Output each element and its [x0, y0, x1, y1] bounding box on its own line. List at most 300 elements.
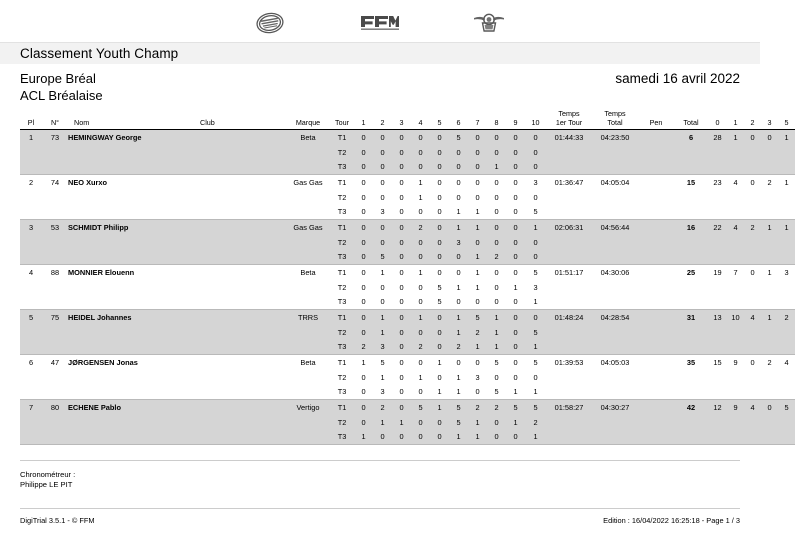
cell-place	[20, 430, 42, 445]
cell-club	[200, 400, 286, 415]
table-row	[20, 340, 795, 355]
cell-section-5-score: 0	[430, 250, 449, 265]
table-row	[20, 160, 795, 175]
cell-section-2-score: 0	[373, 160, 392, 175]
cell-section-8-score: 0	[487, 235, 506, 250]
col-header-number: N°	[42, 110, 68, 130]
cell-club	[200, 415, 286, 430]
cell-tally-3: 1	[761, 220, 778, 235]
cell-section-7-score: 0	[468, 160, 487, 175]
cell-club	[200, 205, 286, 220]
cell-section-6-score: 0	[449, 250, 468, 265]
cell-club	[200, 145, 286, 160]
event-date: samedi 16 avril 2022	[615, 71, 740, 86]
cell-section-4-score: 0	[411, 280, 430, 295]
cell-tally-3: 0	[761, 130, 778, 145]
cell-section-1-score: 0	[354, 220, 373, 235]
cell-place	[20, 415, 42, 430]
cell-club	[200, 130, 286, 145]
cell-section-10-score: 1	[525, 220, 546, 235]
cell-penalty	[638, 355, 674, 370]
cell-section-5-score: 5	[430, 295, 449, 310]
cell-number: 47	[42, 355, 68, 370]
cell-section-2-score: 3	[373, 340, 392, 355]
cell-tally-1	[727, 385, 744, 400]
table-row	[20, 250, 795, 265]
cell-tally-0	[708, 415, 727, 430]
cell-section-4-score: 0	[411, 205, 430, 220]
cell-number	[42, 340, 68, 355]
cell-tally-3	[761, 415, 778, 430]
cell-tally-3: 2	[761, 355, 778, 370]
cell-section-8-score: 0	[487, 205, 506, 220]
cell-tally-3	[761, 250, 778, 265]
cell-section-10-score: 1	[525, 430, 546, 445]
cell-temps-1er-tour: 02:06:31	[546, 220, 592, 235]
cell-marque	[286, 250, 330, 265]
cell-section-10-score: 0	[525, 250, 546, 265]
table-row	[20, 130, 795, 145]
cell-section-2-score: 0	[373, 280, 392, 295]
col-header-section-4: 4	[411, 110, 430, 130]
cell-section-8-score: 0	[487, 430, 506, 445]
cell-temps-total	[592, 325, 638, 340]
cell-temps-total	[592, 160, 638, 175]
cell-section-1-score: 0	[354, 160, 373, 175]
cell-number: 74	[42, 175, 68, 190]
cell-tally-0: 13	[708, 310, 727, 325]
cell-section-6-score: 1	[449, 325, 468, 340]
cell-section-5-score: 0	[430, 145, 449, 160]
cell-section-10-score: 1	[525, 295, 546, 310]
cell-section-4-score: 1	[411, 370, 430, 385]
cell-tally-1	[727, 295, 744, 310]
cell-section-9-score: 1	[506, 280, 525, 295]
cell-total-score: 6	[674, 130, 708, 145]
cell-tally-2	[744, 370, 761, 385]
cell-section-1-score: 0	[354, 175, 373, 190]
cell-section-8-score: 5	[487, 355, 506, 370]
col-header-tally-2: 2	[744, 110, 761, 130]
cell-section-4-score: 1	[411, 190, 430, 205]
cell-tally-1	[727, 415, 744, 430]
cell-section-5-score: 0	[430, 235, 449, 250]
cell-section-9-score: 0	[506, 205, 525, 220]
col-header-pl: Pl	[20, 110, 42, 130]
cell-club	[200, 190, 286, 205]
cell-section-8-score: 0	[487, 220, 506, 235]
cell-temps-1er-tour	[546, 340, 592, 355]
cell-section-6-score: 5	[449, 400, 468, 415]
cell-section-6-score: 0	[449, 145, 468, 160]
cell-section-5-score: 1	[430, 385, 449, 400]
cell-tally-1	[727, 370, 744, 385]
cell-tally-2: 0	[744, 265, 761, 280]
cell-section-1-score: 0	[354, 325, 373, 340]
cell-section-3-score: 0	[392, 385, 411, 400]
cell-rider-name	[68, 190, 200, 205]
cell-tally-2: 0	[744, 175, 761, 190]
cell-number: 80	[42, 400, 68, 415]
footer-meta	[20, 509, 740, 537]
cell-tally-0	[708, 205, 727, 220]
cell-section-1-score: 0	[354, 370, 373, 385]
cell-section-1-score: 0	[354, 250, 373, 265]
cell-penalty	[638, 190, 674, 205]
cell-section-2-score: 0	[373, 235, 392, 250]
cell-total-score: 35	[674, 355, 708, 370]
cell-section-2-score: 5	[373, 355, 392, 370]
col-header-tour: Tour	[330, 110, 354, 130]
cell-number	[42, 325, 68, 340]
cell-rider-name: MONNIER Elouenn	[68, 265, 200, 280]
cell-penalty	[638, 205, 674, 220]
cell-place: 4	[20, 265, 42, 280]
table-row	[20, 235, 795, 250]
winged-wheel-logo	[473, 10, 505, 41]
cell-penalty	[638, 175, 674, 190]
cell-tally-1	[727, 325, 744, 340]
cell-section-9-score: 0	[506, 190, 525, 205]
report-title-band	[0, 42, 760, 64]
cell-section-3-score: 0	[392, 400, 411, 415]
cell-place	[20, 235, 42, 250]
cell-temps-total: 04:23:50	[592, 130, 638, 145]
cell-section-5-score: 0	[430, 205, 449, 220]
cell-tally-3	[761, 190, 778, 205]
cell-club	[200, 310, 286, 325]
cell-section-7-score: 0	[468, 190, 487, 205]
cell-tally-5	[778, 385, 795, 400]
cell-temps-1er-tour: 01:48:24	[546, 310, 592, 325]
cell-marque	[286, 295, 330, 310]
cell-section-7-score: 5	[468, 310, 487, 325]
cell-club	[200, 220, 286, 235]
cell-temps-1er-tour	[546, 205, 592, 220]
cell-total-score	[674, 430, 708, 445]
cell-tally-2	[744, 205, 761, 220]
cell-lap-label: T3	[330, 430, 354, 445]
cell-section-8-score: 2	[487, 400, 506, 415]
cell-rider-name	[68, 370, 200, 385]
cell-tally-0: 15	[708, 355, 727, 370]
cell-lap-label: T3	[330, 160, 354, 175]
cell-tally-0: 19	[708, 265, 727, 280]
cell-tally-2	[744, 160, 761, 175]
cell-number: 73	[42, 130, 68, 145]
cell-section-6-score: 5	[449, 130, 468, 145]
cell-number: 53	[42, 220, 68, 235]
cell-tally-0	[708, 280, 727, 295]
cell-club	[200, 340, 286, 355]
cell-section-1-score: 1	[354, 355, 373, 370]
cell-tally-2	[744, 280, 761, 295]
table-row	[20, 325, 795, 340]
cell-penalty	[638, 430, 674, 445]
cell-total-score: 31	[674, 310, 708, 325]
cell-section-1-score: 1	[354, 430, 373, 445]
cell-temps-1er-tour	[546, 235, 592, 250]
cell-section-1-score: 0	[354, 280, 373, 295]
cell-section-5-score: 0	[430, 265, 449, 280]
cell-section-9-score: 0	[506, 325, 525, 340]
cell-section-6-score: 2	[449, 340, 468, 355]
cell-lap-label: T1	[330, 400, 354, 415]
cell-section-10-score: 5	[525, 205, 546, 220]
table-row	[20, 175, 795, 190]
cell-total-score: 25	[674, 265, 708, 280]
cell-section-3-score: 0	[392, 355, 411, 370]
cell-place: 2	[20, 175, 42, 190]
cell-number	[42, 370, 68, 385]
cell-section-4-score: 0	[411, 385, 430, 400]
cell-lap-label: T1	[330, 220, 354, 235]
cell-rider-name: ECHENE Pablo	[68, 400, 200, 415]
cell-lap-label: T2	[330, 415, 354, 430]
cell-tally-2: 2	[744, 220, 761, 235]
cell-place	[20, 190, 42, 205]
cell-temps-1er-tour	[546, 325, 592, 340]
cell-section-9-score: 0	[506, 370, 525, 385]
cell-club	[200, 250, 286, 265]
cell-penalty	[638, 250, 674, 265]
cell-section-7-score: 1	[468, 205, 487, 220]
cell-lap-label: T1	[330, 175, 354, 190]
cell-lap-label: T3	[330, 340, 354, 355]
table-row	[20, 430, 795, 445]
cell-penalty	[638, 400, 674, 415]
cell-section-3-score: 0	[392, 430, 411, 445]
cell-place	[20, 250, 42, 265]
cell-tally-2	[744, 385, 761, 400]
cell-section-10-score: 0	[525, 310, 546, 325]
cell-tally-0: 22	[708, 220, 727, 235]
cell-marque: Beta	[286, 265, 330, 280]
cell-lap-label: T2	[330, 325, 354, 340]
cell-number	[42, 205, 68, 220]
cell-section-7-score: 0	[468, 235, 487, 250]
cell-section-4-score: 1	[411, 175, 430, 190]
cell-number: 88	[42, 265, 68, 280]
cell-number	[42, 250, 68, 265]
cell-section-1-score: 0	[354, 235, 373, 250]
cell-marque	[286, 430, 330, 445]
cell-marque: Beta	[286, 130, 330, 145]
cell-marque: Gas Gas	[286, 175, 330, 190]
cell-tally-2	[744, 250, 761, 265]
cell-section-7-score: 1	[468, 250, 487, 265]
cell-place	[20, 385, 42, 400]
cell-section-7-score: 1	[468, 430, 487, 445]
timekeeper-label: Chronométreur :	[20, 470, 76, 479]
cell-number	[42, 160, 68, 175]
cell-section-4-score: 2	[411, 340, 430, 355]
cell-rider-name	[68, 205, 200, 220]
cell-section-6-score: 1	[449, 220, 468, 235]
cell-section-4-score: 0	[411, 325, 430, 340]
cell-lap-label: T2	[330, 190, 354, 205]
cell-tally-0	[708, 370, 727, 385]
cell-penalty	[638, 235, 674, 250]
cell-lap-label: T3	[330, 250, 354, 265]
cell-tally-2	[744, 430, 761, 445]
cell-section-4-score: 0	[411, 355, 430, 370]
cell-tally-0	[708, 250, 727, 265]
table-row	[20, 295, 795, 310]
col-header-temps-1er-tour	[546, 110, 592, 130]
col-header-section-6: 6	[449, 110, 468, 130]
cell-tally-1	[727, 340, 744, 355]
cell-number	[42, 235, 68, 250]
table-row	[20, 145, 795, 160]
cell-rider-name: JØRGENSEN Jonas	[68, 355, 200, 370]
cell-section-3-score: 0	[392, 265, 411, 280]
cell-section-8-score: 0	[487, 175, 506, 190]
col-header-temps-1er-tour-line1: Temps	[558, 109, 580, 118]
cell-section-7-score: 0	[468, 175, 487, 190]
cell-section-2-score: 1	[373, 265, 392, 280]
cell-temps-1er-tour	[546, 370, 592, 385]
cell-temps-total	[592, 430, 638, 445]
cell-club	[200, 160, 286, 175]
cell-tally-5	[778, 280, 795, 295]
cell-tally-5	[778, 325, 795, 340]
cell-tally-2	[744, 145, 761, 160]
cell-temps-total: 04:30:27	[592, 400, 638, 415]
cell-section-6-score: 0	[449, 190, 468, 205]
cell-tally-1: 1	[727, 130, 744, 145]
cell-section-9-score: 1	[506, 385, 525, 400]
cell-total-score	[674, 295, 708, 310]
cell-temps-total	[592, 295, 638, 310]
cell-rider-name	[68, 430, 200, 445]
cell-tally-2	[744, 190, 761, 205]
cell-section-5-score: 0	[430, 310, 449, 325]
cell-section-1-score: 0	[354, 310, 373, 325]
cell-lap-label: T1	[330, 355, 354, 370]
cell-penalty	[638, 385, 674, 400]
cell-tally-1	[727, 145, 744, 160]
bike-trial-oval-logo	[255, 10, 285, 41]
cell-section-10-score: 0	[525, 370, 546, 385]
cell-temps-total: 04:05:04	[592, 175, 638, 190]
cell-club	[200, 265, 286, 280]
cell-temps-1er-tour	[546, 385, 592, 400]
cell-lap-label: T3	[330, 205, 354, 220]
cell-section-3-score: 0	[392, 250, 411, 265]
cell-section-3-score: 0	[392, 160, 411, 175]
cell-tally-0: 23	[708, 175, 727, 190]
cell-temps-total: 04:30:06	[592, 265, 638, 280]
timekeeper-name: Philippe LE PIT	[20, 480, 73, 489]
cell-place	[20, 280, 42, 295]
table-row	[20, 220, 795, 235]
cell-penalty	[638, 265, 674, 280]
cell-section-10-score: 5	[525, 355, 546, 370]
cell-lap-label: T1	[330, 265, 354, 280]
cell-number	[42, 415, 68, 430]
cell-tally-2	[744, 325, 761, 340]
col-header-nom: Nom	[68, 110, 200, 130]
cell-section-8-score: 0	[487, 295, 506, 310]
cell-temps-1er-tour	[546, 415, 592, 430]
col-header-tally-0: 0	[708, 110, 727, 130]
results-table-head	[20, 110, 795, 130]
cell-number	[42, 430, 68, 445]
cell-section-7-score: 3	[468, 370, 487, 385]
cell-marque	[286, 205, 330, 220]
cell-tally-1: 9	[727, 355, 744, 370]
cell-penalty	[638, 370, 674, 385]
cell-tally-5	[778, 415, 795, 430]
col-header-temps-1er-tour-line2: 1er Tour	[555, 117, 583, 127]
cell-total-score: 15	[674, 175, 708, 190]
cell-section-9-score: 0	[506, 175, 525, 190]
cell-section-3-score: 0	[392, 295, 411, 310]
cell-temps-total	[592, 340, 638, 355]
cell-temps-1er-tour: 01:51:17	[546, 265, 592, 280]
cell-section-8-score: 1	[487, 310, 506, 325]
cell-section-3-score: 0	[392, 310, 411, 325]
cell-section-2-score: 0	[373, 130, 392, 145]
cell-tally-3	[761, 385, 778, 400]
col-header-pen: Pen	[638, 110, 674, 130]
cell-section-4-score: 0	[411, 295, 430, 310]
cell-section-6-score: 1	[449, 205, 468, 220]
col-header-section-7: 7	[468, 110, 487, 130]
cell-section-7-score: 2	[468, 400, 487, 415]
col-header-total: Total	[674, 110, 708, 130]
col-header-tally-3: 3	[761, 110, 778, 130]
cell-tally-5: 1	[778, 175, 795, 190]
cell-total-score	[674, 160, 708, 175]
cell-section-9-score: 1	[506, 415, 525, 430]
cell-place: 3	[20, 220, 42, 235]
col-header-section-1: 1	[354, 110, 373, 130]
cell-marque	[286, 370, 330, 385]
col-header-section-5: 5	[430, 110, 449, 130]
cell-tally-1	[727, 430, 744, 445]
cell-section-7-score: 1	[468, 340, 487, 355]
cell-tally-0	[708, 295, 727, 310]
cell-section-3-score: 0	[392, 220, 411, 235]
cell-tally-3	[761, 280, 778, 295]
cell-marque: Gas Gas	[286, 220, 330, 235]
cell-tally-0: 28	[708, 130, 727, 145]
cell-section-10-score: 3	[525, 280, 546, 295]
col-header-section-8: 8	[487, 110, 506, 130]
cell-temps-1er-tour: 01:36:47	[546, 175, 592, 190]
cell-tally-3	[761, 325, 778, 340]
cell-section-10-score: 5	[525, 265, 546, 280]
cell-lap-label: T3	[330, 295, 354, 310]
table-row	[20, 310, 795, 325]
cell-club	[200, 370, 286, 385]
col-header-section-9: 9	[506, 110, 525, 130]
cell-total-score	[674, 370, 708, 385]
cell-section-8-score: 0	[487, 145, 506, 160]
cell-penalty	[638, 160, 674, 175]
cell-lap-label: T2	[330, 280, 354, 295]
cell-section-6-score: 1	[449, 370, 468, 385]
cell-section-9-score: 0	[506, 235, 525, 250]
cell-section-7-score: 2	[468, 325, 487, 340]
cell-tally-1: 9	[727, 400, 744, 415]
cell-section-9-score: 0	[506, 430, 525, 445]
cell-section-3-score: 0	[392, 235, 411, 250]
cell-temps-1er-tour	[546, 160, 592, 175]
col-header-section-3: 3	[392, 110, 411, 130]
